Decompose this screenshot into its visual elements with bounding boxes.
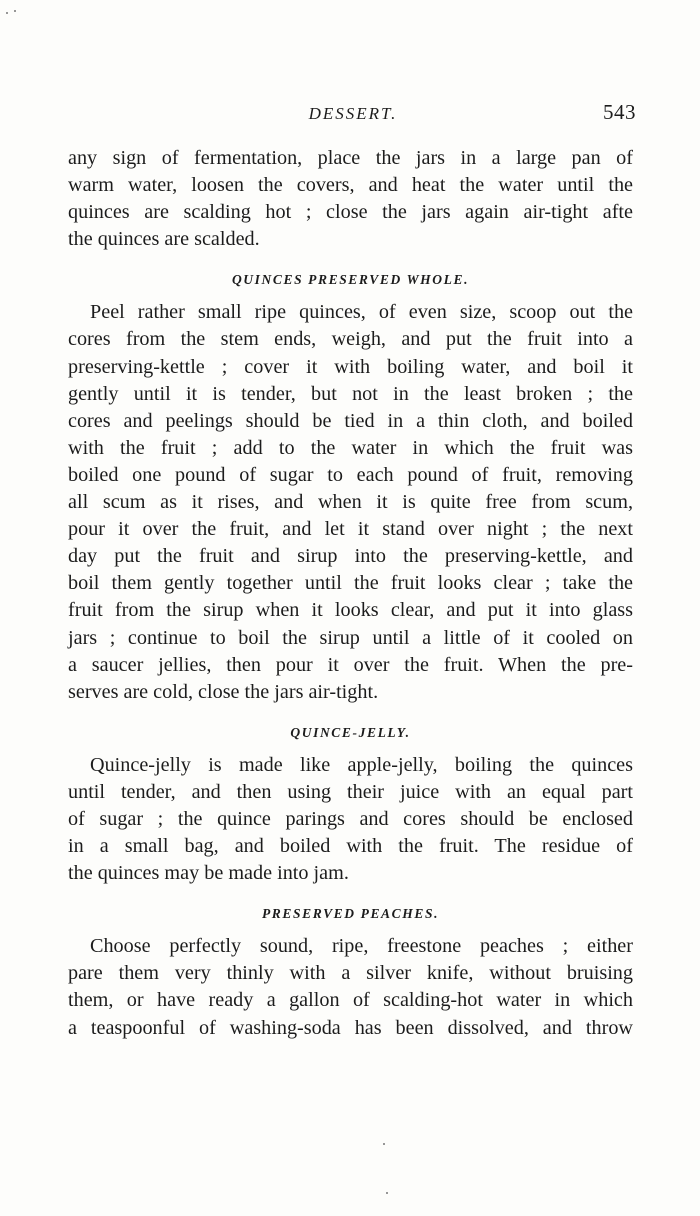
text-line: any sign of fermentation, place the jars in a large pan of xyxy=(68,147,633,169)
text-line: boil them gently together until the fruit looks clear ; take the xyxy=(68,572,633,595)
page-number: 543 xyxy=(603,100,636,124)
section-heading-preserved-peaches: PRESERVED PEACHES. xyxy=(261,906,440,922)
paper-speck xyxy=(6,12,8,14)
text-line: day put the fruit and sirup into the preserving-kettle, and xyxy=(68,545,633,568)
text-line: preserving-kettle ; cover it with boiling water, and boil it xyxy=(68,355,633,378)
text-line: them, or have ready a gallon of scalding-hot water in which xyxy=(68,989,633,1012)
text-line: Choose perfectly sound, ripe, freestone peaches ; either xyxy=(90,935,633,958)
text-line: of sugar ; the quince parings and cores should be enclosed xyxy=(68,807,633,830)
running-header xyxy=(68,102,638,130)
paragraph-continuation xyxy=(68,145,633,253)
paper-speck xyxy=(386,1192,388,1194)
text-line: all scum as it rises, and when it is quite free from scum, xyxy=(68,491,633,514)
text-line: the quinces may be made into jam. xyxy=(68,862,349,885)
text-line: pour it over the fruit, and let it stand over night ; the next xyxy=(68,518,633,541)
running-title: DESSERT. xyxy=(308,104,398,123)
text-line: with the fruit ; add to the water in which the fruit was xyxy=(68,436,633,459)
text-line: a teaspoonful of washing-soda has been dissolved, and throw xyxy=(68,1016,633,1039)
paper-speck xyxy=(383,1143,385,1145)
text-line: quinces are scalding hot ; close the jars again air-tight afte xyxy=(68,201,633,224)
text-line: gently until it is tender, but not in the least broken ; the xyxy=(68,382,633,405)
text-line: fruit from the sirup when it looks clear, and put it into glass xyxy=(68,599,633,622)
text-line: a saucer jellies, then pour it over the fruit. When the pre- xyxy=(68,653,633,676)
text-line: warm water, loosen the covers, and heat the water until the xyxy=(68,174,633,197)
paper-speck xyxy=(14,10,16,12)
section-heading-quince-jelly: QUINCE-JELLY. xyxy=(290,724,411,740)
section-heading-quinces-preserved-whole: QUINCES PRESERVED WHOLE. xyxy=(231,272,470,288)
paragraph-quinces-preserved-whole xyxy=(68,299,633,705)
text-line: serves are cold, close the jars air-tight. xyxy=(68,680,379,703)
paragraph-preserved-peaches xyxy=(68,933,633,1041)
text-line: boiled one pound of sugar to each pound of fruit, removing xyxy=(68,463,633,486)
text-line: Quince-jelly is made like apple-jelly, boiling the quinces xyxy=(90,753,633,776)
text-line: cores and peelings should be tied in a thin cloth, and boiled xyxy=(68,409,633,432)
text-line: the quinces are scalded. xyxy=(68,228,260,251)
text-line: cores from the stem ends, weigh, and put the fruit into a xyxy=(68,328,633,351)
body-text xyxy=(68,145,633,1042)
paragraph-quince-jelly xyxy=(68,752,633,887)
text-line: Peel rather small ripe quinces, of even size, scoop out the xyxy=(90,301,633,324)
text-line: in a small bag, and boiled with the fruit. The residue of xyxy=(68,835,633,858)
text-line: jars ; continue to boil the sirup until a little of it cooled on xyxy=(68,626,633,649)
text-line: until tender, and then using their juice with an equal part xyxy=(68,780,633,803)
text-line: pare them very thinly with a silver knife, without bruising xyxy=(68,962,633,985)
